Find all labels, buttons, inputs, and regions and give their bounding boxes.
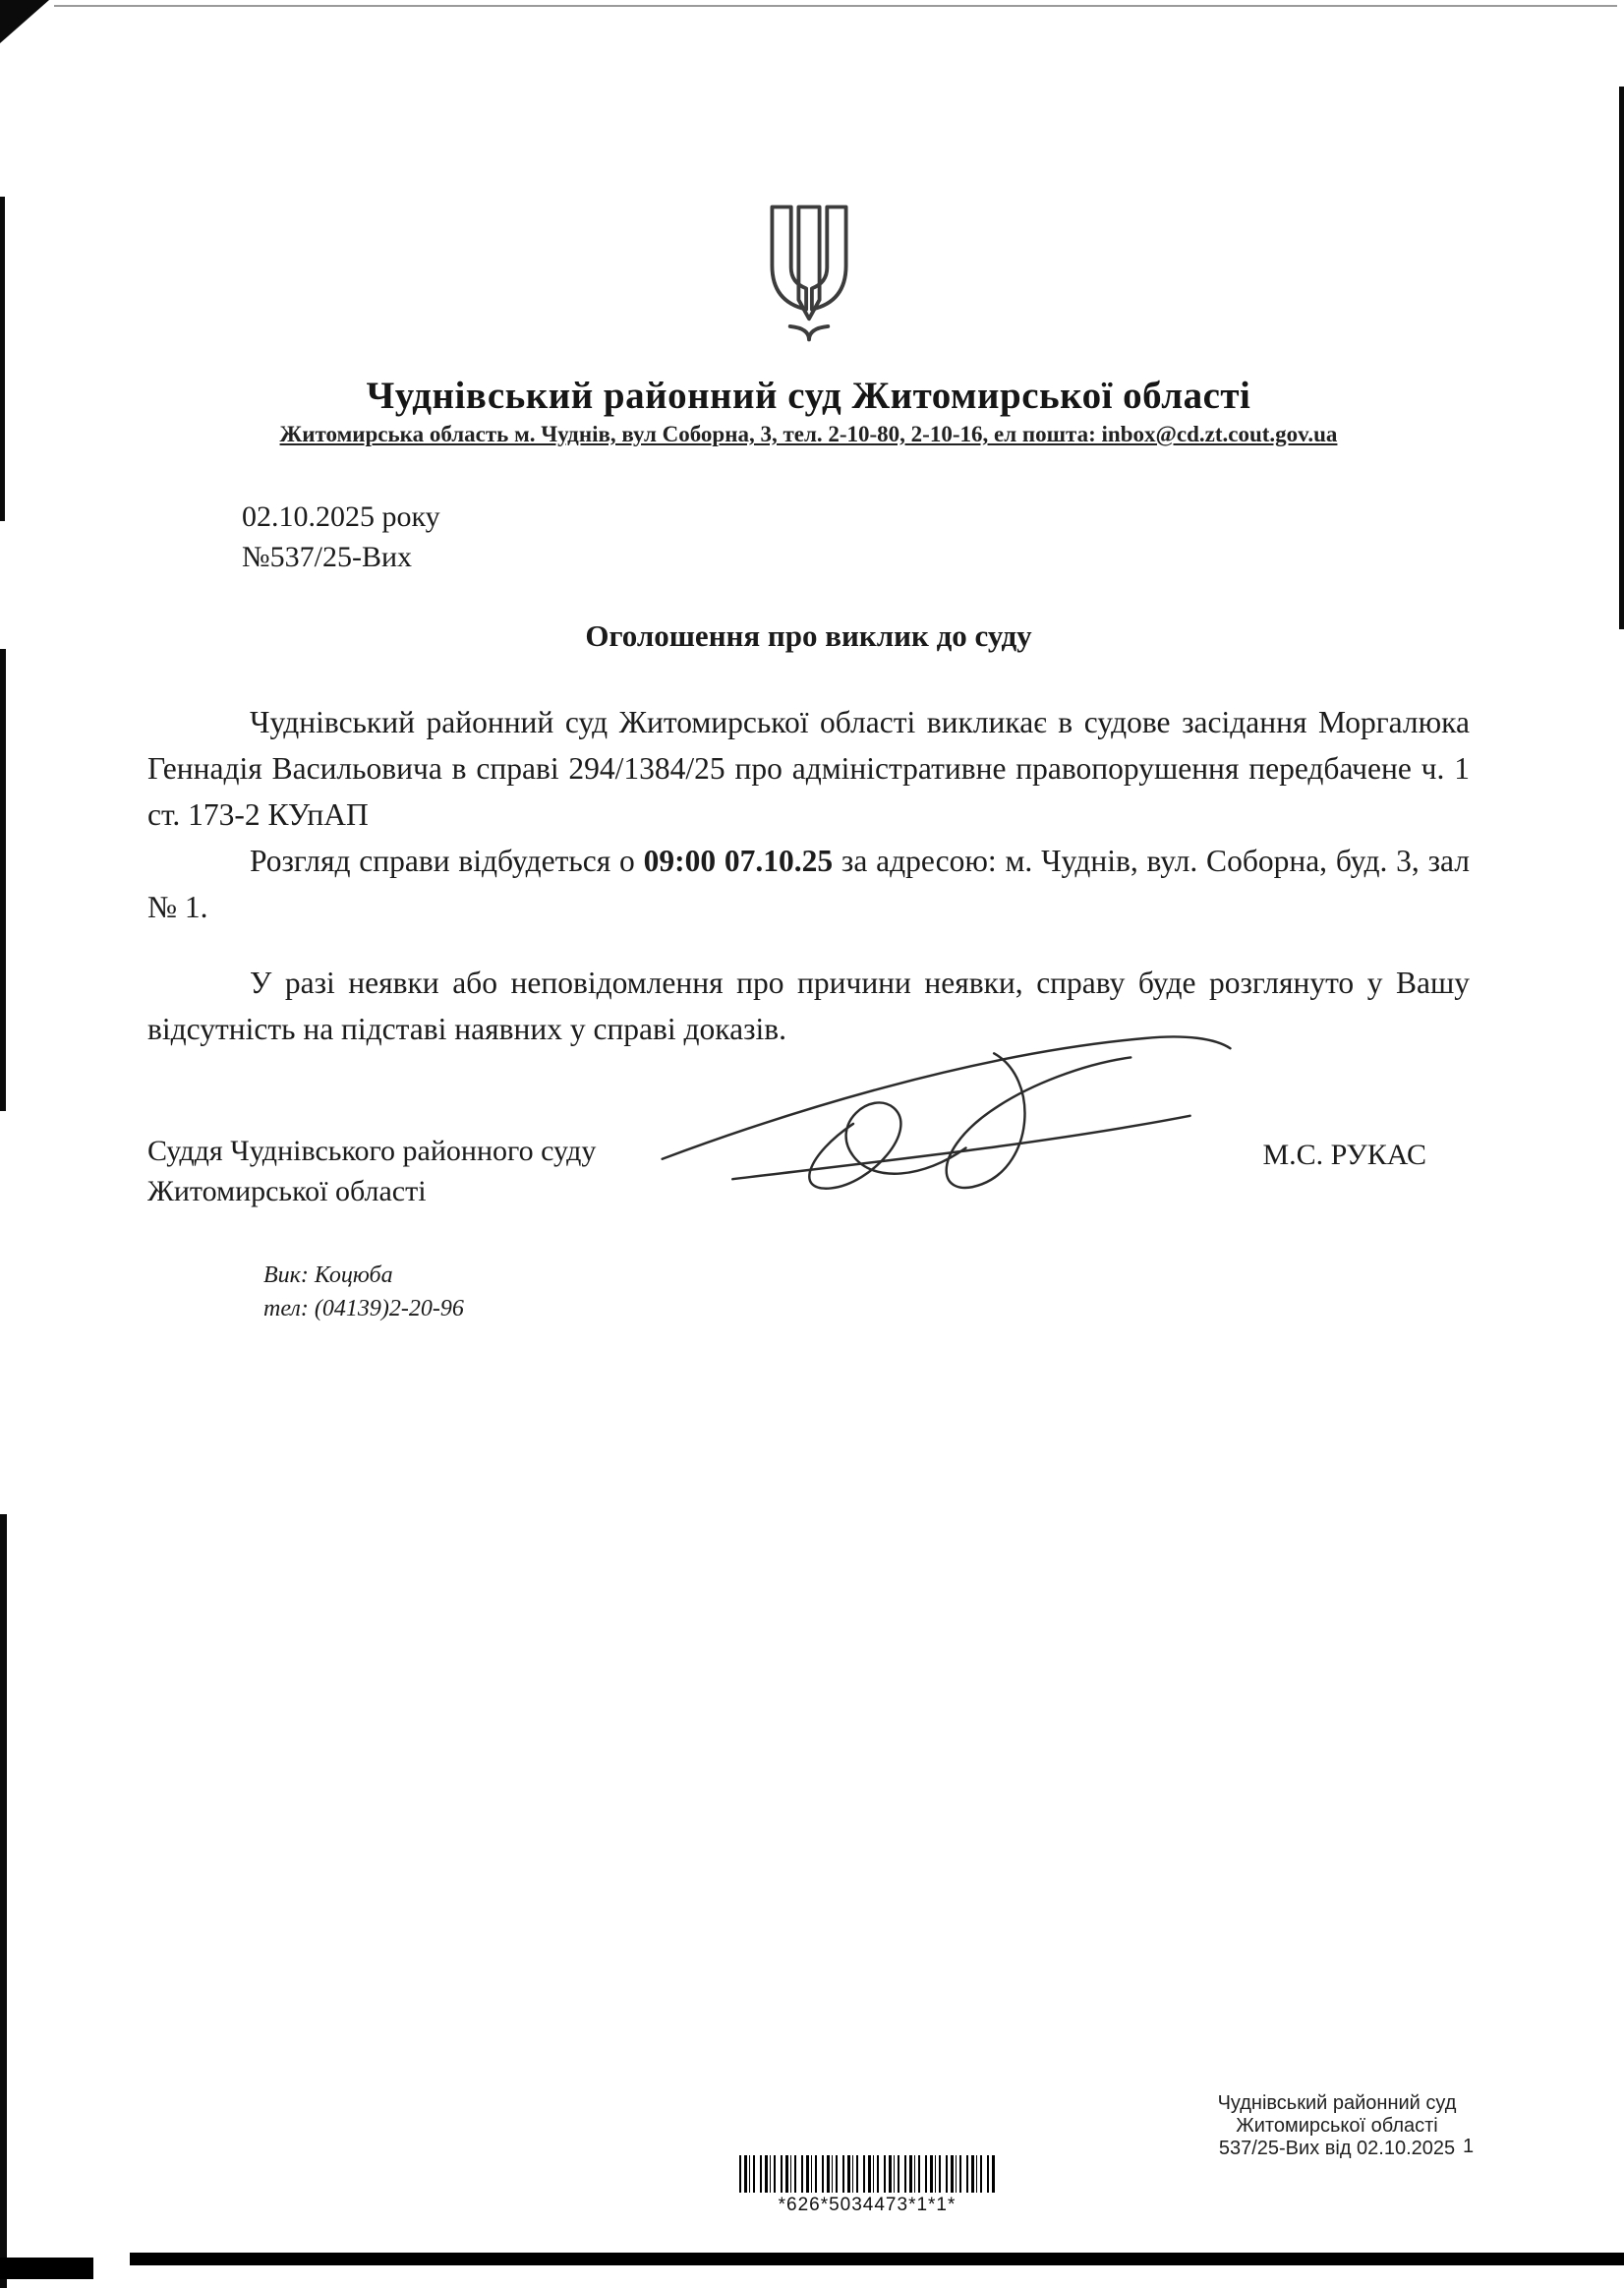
document-number: №537/25-Вих xyxy=(242,541,413,573)
footer-court-line2: Житомирської області xyxy=(1236,2115,1438,2137)
court-name: Чуднівський районний суд Житомирської області xyxy=(366,375,1251,417)
scan-artifact-bottom-edge xyxy=(0,2258,93,2279)
executor-block xyxy=(263,1259,1470,1325)
paragraph-hearing xyxy=(147,838,1470,930)
footer-page-number: 1 xyxy=(1463,2136,1475,2157)
barcode xyxy=(739,2155,995,2193)
paragraph-absence-warning: У разі неявки або неповідомлення про причини неявки, справу буде розглянуто у Вашу відсутність на підставі наявних у справі доказів. xyxy=(147,966,1470,1046)
barcode-text: *626*5034473*1*1* xyxy=(778,2195,957,2215)
document-title: Оголошення про виклик до суду xyxy=(585,618,1032,653)
footer-stamp xyxy=(1201,2092,1473,2160)
scan-artifact-left-edge xyxy=(0,197,5,521)
paragraph-summons: Чуднівський районний суд Житомирської області викликає в судове засідання Моргалюка Геннадія Васильовича в справі 294/1384/25 про адміністративне правопорушення передбачене ч. 1 ст. 173-2 КУпАП xyxy=(147,705,1470,832)
signature-block xyxy=(147,1131,1470,1211)
scan-artifact-corner xyxy=(0,0,49,43)
executor-name: Вик: Коцюба xyxy=(263,1262,393,1288)
document-meta xyxy=(242,497,1470,577)
hearing-text-suffix: за адресою: м. Чуднів, вул. Соборна, буд. 3, зал № 1. xyxy=(147,844,1470,924)
executor-phone: тел: (04139)2-20-96 xyxy=(263,1296,464,1321)
scan-artifact-left-edge xyxy=(0,649,6,1111)
judge-position xyxy=(147,1131,596,1211)
footer-doc-ref: 537/25-Вих від 02.10.2025 xyxy=(1218,2138,1456,2159)
hearing-text-prefix: Розгляд справи відбудеться о xyxy=(250,844,644,878)
court-contact-line: Житомирська область м. Чуднів, вул Соборна, 3, тел. 2-10-80, 2-10-16, ел пошта: inbox@cd.zt.cout.gov.ua xyxy=(279,422,1338,446)
document-date: 02.10.2025 року xyxy=(242,500,440,533)
judge-position-line2: Житомирської області xyxy=(147,1175,427,1207)
judge-position-line1: Суддя Чуднівського районного суду xyxy=(147,1135,597,1167)
coat-of-arms-trident-icon xyxy=(757,201,861,344)
scan-artifact-top-edge xyxy=(54,5,1617,7)
scan-artifact-left-edge xyxy=(0,1514,7,2288)
scan-artifact-bottom-edge xyxy=(130,2253,1624,2265)
scan-artifact-right-edge xyxy=(1619,87,1624,629)
hearing-datetime: 09:00 07.10.25 xyxy=(643,844,834,878)
judge-name: М.С. РУКАС xyxy=(1262,1139,1426,1171)
footer-court-line1: Чуднівський районний суд xyxy=(1217,2092,1457,2114)
